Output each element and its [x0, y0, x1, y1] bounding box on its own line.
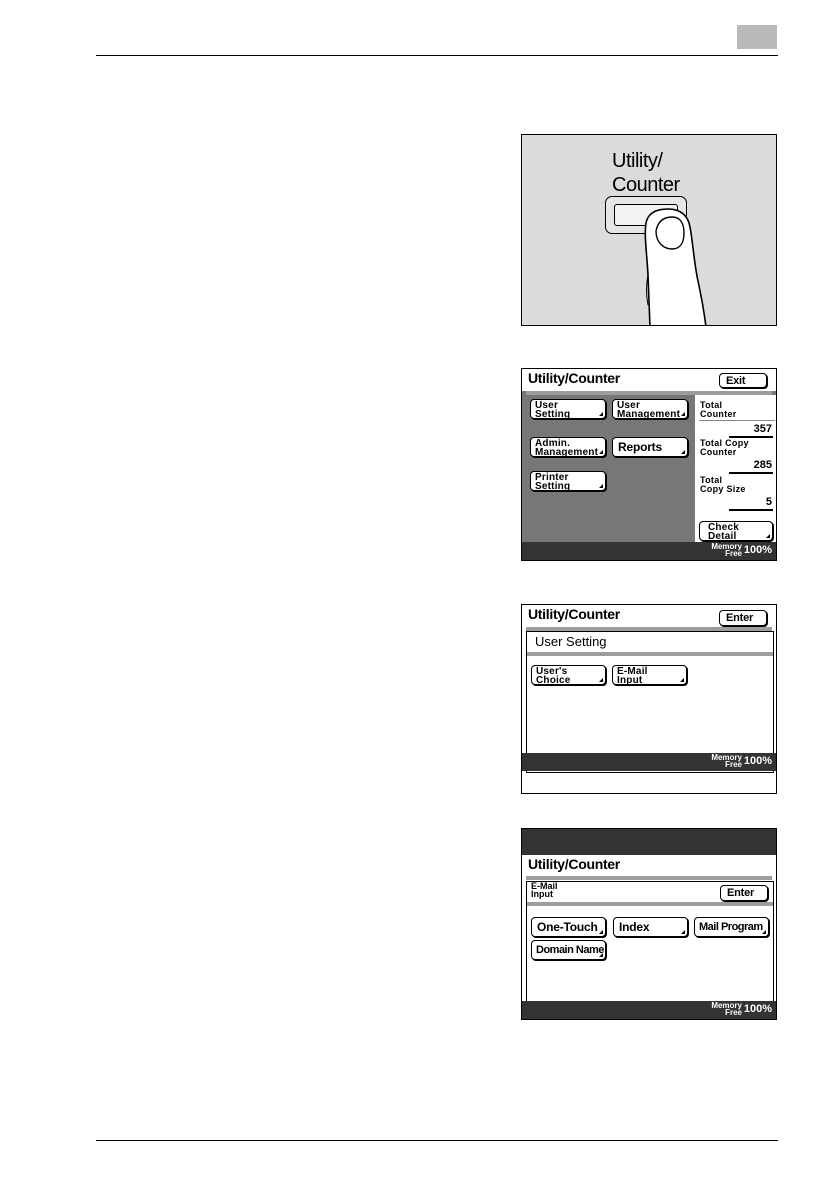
domain-name-label: Domain Name — [536, 944, 604, 956]
label-line: E-Mail — [531, 881, 558, 891]
separator — [699, 420, 775, 421]
printer-setting-button[interactable] — [530, 471, 606, 491]
sub-title-rule — [527, 652, 773, 656]
screen-title: Utility/Counter — [528, 370, 620, 386]
status-bar — [522, 1001, 776, 1019]
label-line: Management — [617, 409, 681, 420]
sub-title-rule — [527, 902, 773, 906]
status-bar — [522, 753, 776, 771]
reports-button-label: Reports — [618, 440, 662, 454]
email-input-button[interactable] — [612, 665, 687, 685]
title-rule — [526, 876, 772, 880]
memory-free-value: 100% — [743, 755, 772, 767]
sub-title: User Setting — [535, 634, 607, 649]
enter-button-label: Enter — [726, 612, 754, 624]
total-copy-size-value: 5 — [765, 496, 772, 508]
index-label: Index — [619, 920, 650, 934]
title-bar — [522, 369, 776, 391]
memory-free-value: 100% — [743, 544, 772, 556]
footer-rule — [96, 1140, 778, 1141]
utility-counter-key-figure — [521, 134, 777, 326]
one-touch-label: One-Touch — [537, 920, 598, 934]
label-line: Counter — [700, 447, 737, 457]
label-line: Total — [700, 475, 723, 485]
label-line: User — [617, 400, 641, 411]
enter-button[interactable] — [719, 610, 767, 626]
one-touch-button[interactable] — [531, 917, 606, 937]
domain-name-button[interactable] — [531, 940, 606, 960]
label-line: Memory — [711, 1001, 742, 1010]
check-detail-button[interactable] — [699, 521, 773, 541]
label-line: User's — [536, 666, 568, 677]
header-rule — [96, 55, 778, 56]
chapter-tab — [737, 25, 777, 49]
label-line: Memory — [711, 542, 742, 551]
email-input-screen — [521, 828, 777, 1020]
title-bar — [522, 605, 776, 625]
user-setting-button[interactable] — [530, 399, 606, 419]
total-copy-counter-label — [700, 439, 749, 457]
sub-title — [531, 882, 558, 898]
label-line: Detail — [708, 531, 737, 542]
admin-management-button[interactable] — [530, 437, 606, 457]
user-setting-panel — [526, 631, 774, 773]
users-choice-button[interactable] — [531, 665, 606, 685]
exit-button-label: Exit — [726, 375, 746, 387]
mail-program-label: Mail Program — [699, 921, 763, 933]
memory-free-value: 100% — [743, 1003, 772, 1015]
memory-free-label — [711, 754, 742, 768]
email-input-panel — [526, 881, 774, 1005]
screen-title: Utility/Counter — [528, 606, 620, 622]
utility-counter-screen — [521, 368, 777, 561]
mail-program-button[interactable] — [694, 917, 769, 937]
label-line: Free — [725, 1008, 742, 1017]
label-line: Copy Size — [700, 484, 746, 494]
top-band — [522, 829, 776, 855]
label-line: Check — [708, 522, 740, 533]
reports-button[interactable] — [612, 437, 688, 457]
label-line: Choice — [536, 675, 571, 686]
label-line: E-Mail — [617, 666, 648, 677]
screen-title: Utility/Counter — [528, 856, 620, 872]
label-line: Input — [531, 889, 553, 899]
enter-button[interactable] — [720, 885, 768, 901]
label-line: Admin. — [535, 438, 571, 449]
label-line: Printer — [535, 472, 569, 483]
label-line: Counter — [700, 409, 737, 419]
value-underline — [729, 472, 773, 474]
counter-panel — [695, 395, 777, 544]
value-underline — [729, 509, 773, 511]
finger-press-icon — [522, 135, 777, 326]
memory-free-label — [711, 1002, 742, 1016]
label-line: Total — [700, 400, 723, 410]
label-line: Management — [535, 447, 599, 458]
label-line: Setting — [535, 409, 571, 420]
label-line: User — [535, 400, 559, 411]
label-line: Memory — [711, 753, 742, 762]
label-line: Setting — [535, 481, 571, 492]
total-counter-label — [700, 401, 737, 419]
title-bar — [522, 855, 776, 875]
key-label-line1: Utility/ — [612, 150, 663, 172]
user-management-button[interactable] — [612, 399, 688, 419]
exit-button[interactable] — [719, 373, 767, 388]
total-copy-size-label — [700, 476, 746, 494]
total-counter-value: 357 — [753, 423, 772, 435]
status-bar — [522, 542, 776, 560]
user-setting-screen — [521, 604, 777, 794]
label-line: Input — [617, 675, 643, 686]
enter-button-label: Enter — [727, 887, 755, 899]
index-button[interactable] — [613, 917, 688, 937]
label-line: Total Copy — [700, 438, 749, 448]
key-label-line2: Counter — [612, 174, 680, 196]
memory-free-label — [711, 543, 742, 557]
label-line: Free — [725, 549, 742, 558]
label-line: Free — [725, 760, 742, 769]
total-copy-counter-value: 285 — [753, 459, 772, 471]
